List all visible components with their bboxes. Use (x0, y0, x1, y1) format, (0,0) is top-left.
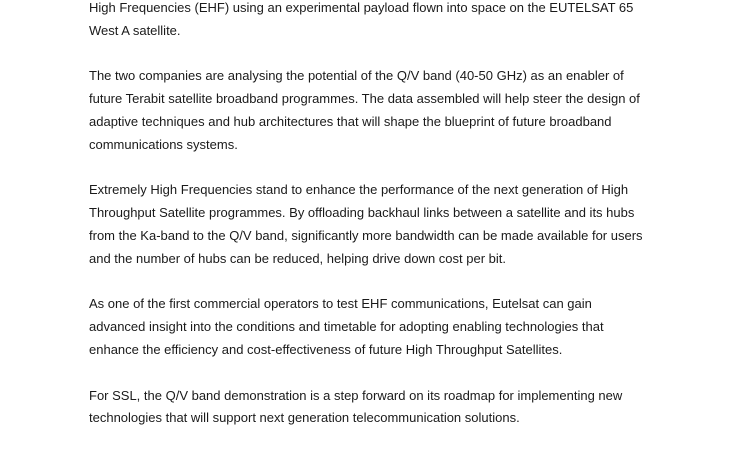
text-line: communications systems. (89, 136, 238, 152)
text-line: Throughput Satellite programmes. By offloading backhaul links between a satellite and its hubs (89, 205, 635, 221)
document-body (89, 0, 729, 453)
paragraph-qv-band-analysis (89, 65, 729, 156)
text-line: For SSL, the Q/V band demonstration is a step forward on its roadmap for implementing new (89, 387, 623, 403)
text-line: technologies that will support next generation telecommunication solutions. (89, 410, 520, 426)
paragraph-ehf-performance (89, 179, 729, 270)
text-line: As one of the first commercial operators to test EHF communications, Eutelsat can gain (89, 296, 592, 312)
text-line: The two companies are analysing the potential of the Q/V band (40-50 GHz) as an enabler of (89, 68, 624, 84)
paragraph-ehf-intro (89, 0, 729, 43)
text-line: High Frequencies (EHF) using an experimental payload flown into space on the EUTELSAT 65 (89, 0, 634, 15)
text-line: advanced insight into the conditions and timetable for adopting enabling technologies that (89, 319, 604, 335)
paragraph-ssl-roadmap (89, 385, 729, 431)
text-line: enhance the efficiency and cost-effectiveness of future High Throughput Satellites. (89, 341, 563, 357)
text-line: adaptive techniques and hub architectures that will shape the blueprint of future broadband (89, 113, 612, 129)
text-line: from the Ka-band to the Q/V band, significantly more bandwidth can be made available for users (89, 227, 643, 243)
paragraph-eutelsat-insight (89, 293, 729, 361)
text-line: Extremely High Frequencies stand to enhance the performance of the next generation of High (89, 182, 629, 198)
text-line: future Terabit satellite broadband programmes. The data assembled will help steer the design of (89, 91, 640, 107)
text-line: and the number of hubs can be reduced, helping drive down cost per bit. (89, 250, 506, 266)
text-line: West A satellite. (89, 22, 181, 38)
